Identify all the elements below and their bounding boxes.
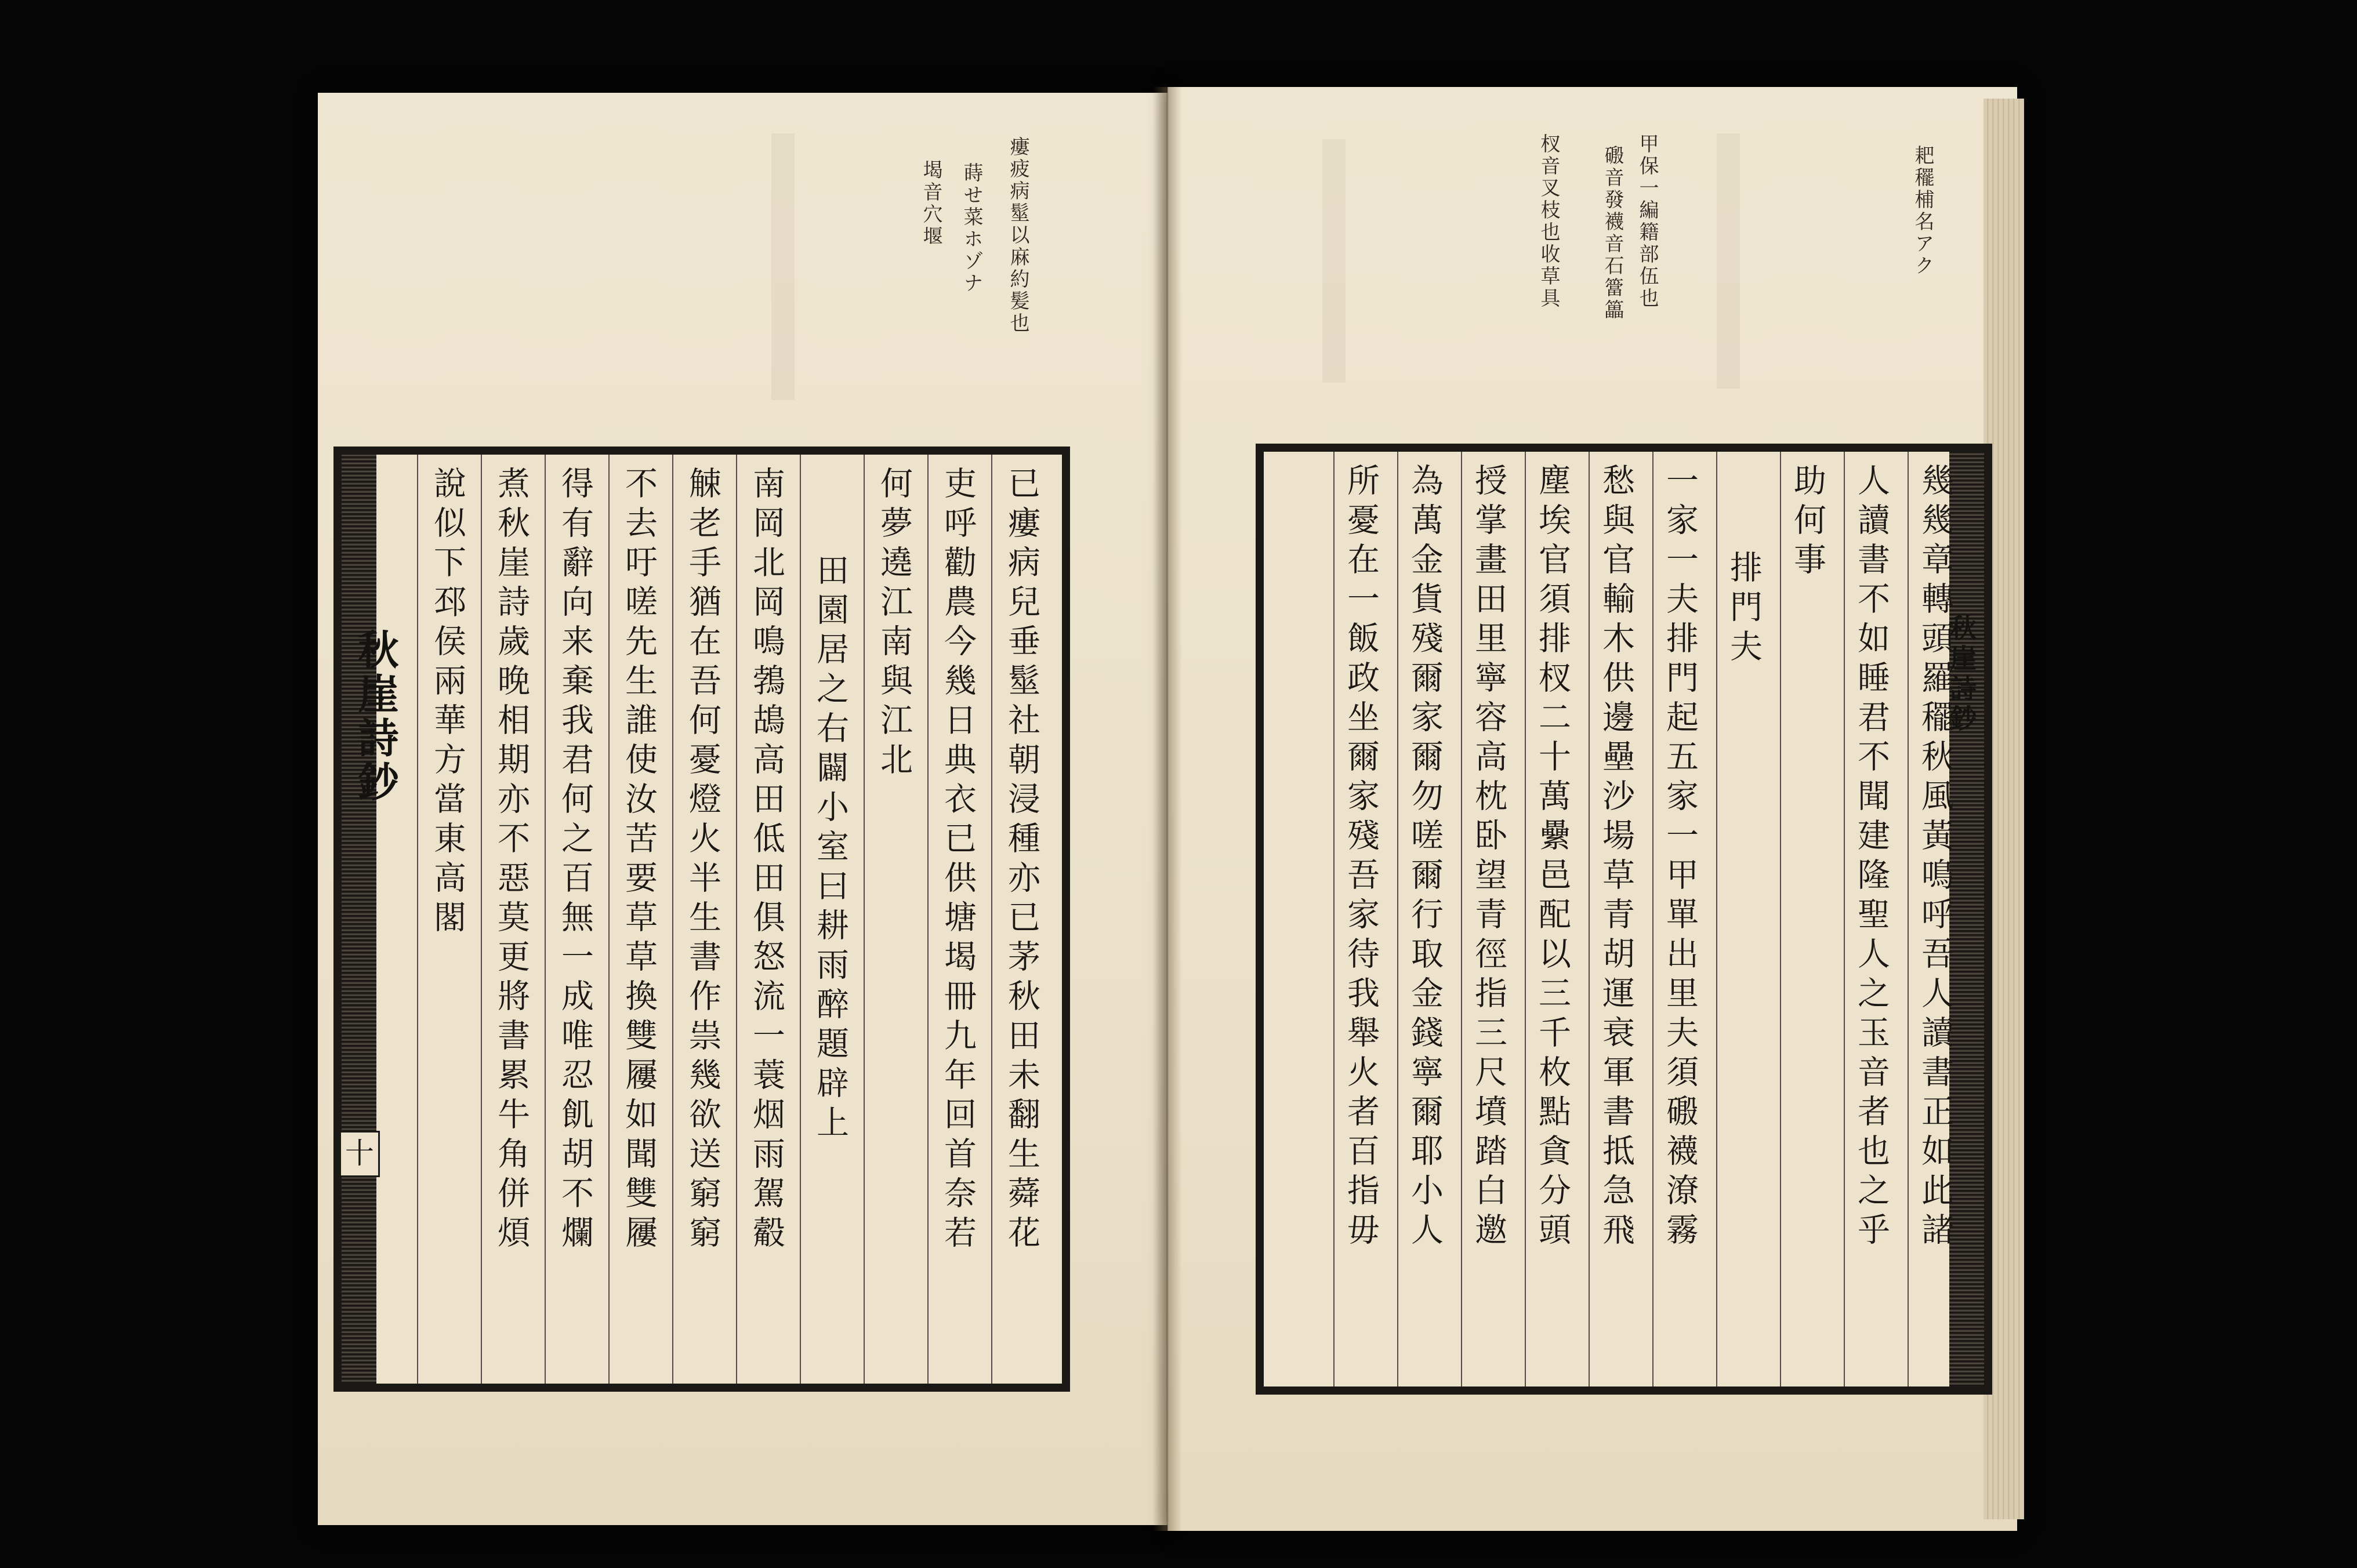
margin-note: 磤音發襪音石簹䉪 [1601, 145, 1624, 321]
running-title: 秋崖詩鈔 [351, 629, 400, 805]
text-column: 得有辭向来棄我君何之百無一成唯忍飢胡不爛 [556, 466, 594, 1255]
bleed-through [1717, 133, 1740, 389]
text-column: 不去吁嗟先生誰使汝苦要草草換雙屨如聞雙屨 [620, 466, 658, 1255]
margin-note: 杈音叉枝也收草具 [1537, 133, 1560, 310]
text-column: 觫老手猶在吾何憂燈火半生書作祟幾欲送窮窮 [684, 466, 721, 1255]
margin-note: 瘻疲病髽以麻約髪也 [1006, 136, 1029, 335]
text-column: 塵埃官須排杈二十萬纍邑配以三千枚點貪分頭 [1533, 463, 1571, 1252]
text-column: 所憂在一飯政坐爾家殘吾家待我舉火者百指毋 [1342, 463, 1380, 1252]
text-column: 說似下邳侯兩華方當東高閣 [429, 466, 466, 939]
text-column: 一家一夫排門起五家一甲單出里夫須磤襪潦霧 [1661, 463, 1699, 1252]
text-column: 排門夫 [1725, 550, 1763, 669]
block-edge [1949, 452, 1984, 1386]
text-column: 為萬金貨殘爾家爾勿嗟爾行取金錢寧爾耶小人 [1406, 463, 1444, 1252]
left-text-frame [333, 447, 1070, 1392]
text-column: 田園居之右闢小室曰耕雨醉題辟上 [811, 553, 849, 1145]
bleed-through [1322, 139, 1346, 383]
margin-note: 蒔せ菜ホゾナ [960, 162, 983, 295]
margin-note: 甲保一編籍部伍也 [1636, 133, 1659, 310]
text-column: 煮秋崖詩歲晚相期亦不惡莫更將書累牛角併煩 [492, 466, 530, 1255]
margin-note: 堨音穴堰 [919, 159, 942, 248]
text-column: 已瘻病兒垂髽社朝浸種亦已茅秋田未翻生蕣花 [1003, 466, 1040, 1255]
text-column: 南岡北岡鳴鵓鴣高田低田俱怒流一蓑烟雨駕觳 [748, 466, 785, 1255]
text-column: 助何事 [1789, 463, 1826, 582]
folio-number: 十 [339, 1131, 380, 1177]
text-column: 授掌畫田里寧容高枕卧望青徑指三尺墳踏白邀 [1470, 463, 1507, 1252]
text-column: 幾幾章轉頭羅䆉秋風黃鳴呼吾人讀書正如此諸 [1916, 463, 1954, 1252]
text-column: 人讀書不如睡君不聞建隆聖人之玉音者也之乎 [1852, 463, 1890, 1252]
running-title: 秋崖詩鈔 [1946, 614, 1977, 735]
block-edge [342, 455, 376, 1384]
text-column: 愁與官輸木供邊壘沙場草青胡運衰軍書抵急飛 [1597, 463, 1635, 1252]
margin-note: 耙䆉㭪名アク [1911, 145, 1934, 277]
bleed-through [771, 133, 795, 400]
right-text-frame [1256, 444, 1992, 1395]
book-gutter [1153, 87, 1182, 1531]
text-column: 吏呼勸農今幾日典衣已供塘堨冊九年回首奈若 [939, 466, 977, 1255]
text-column: 何夢遶江南與江北 [875, 466, 913, 782]
